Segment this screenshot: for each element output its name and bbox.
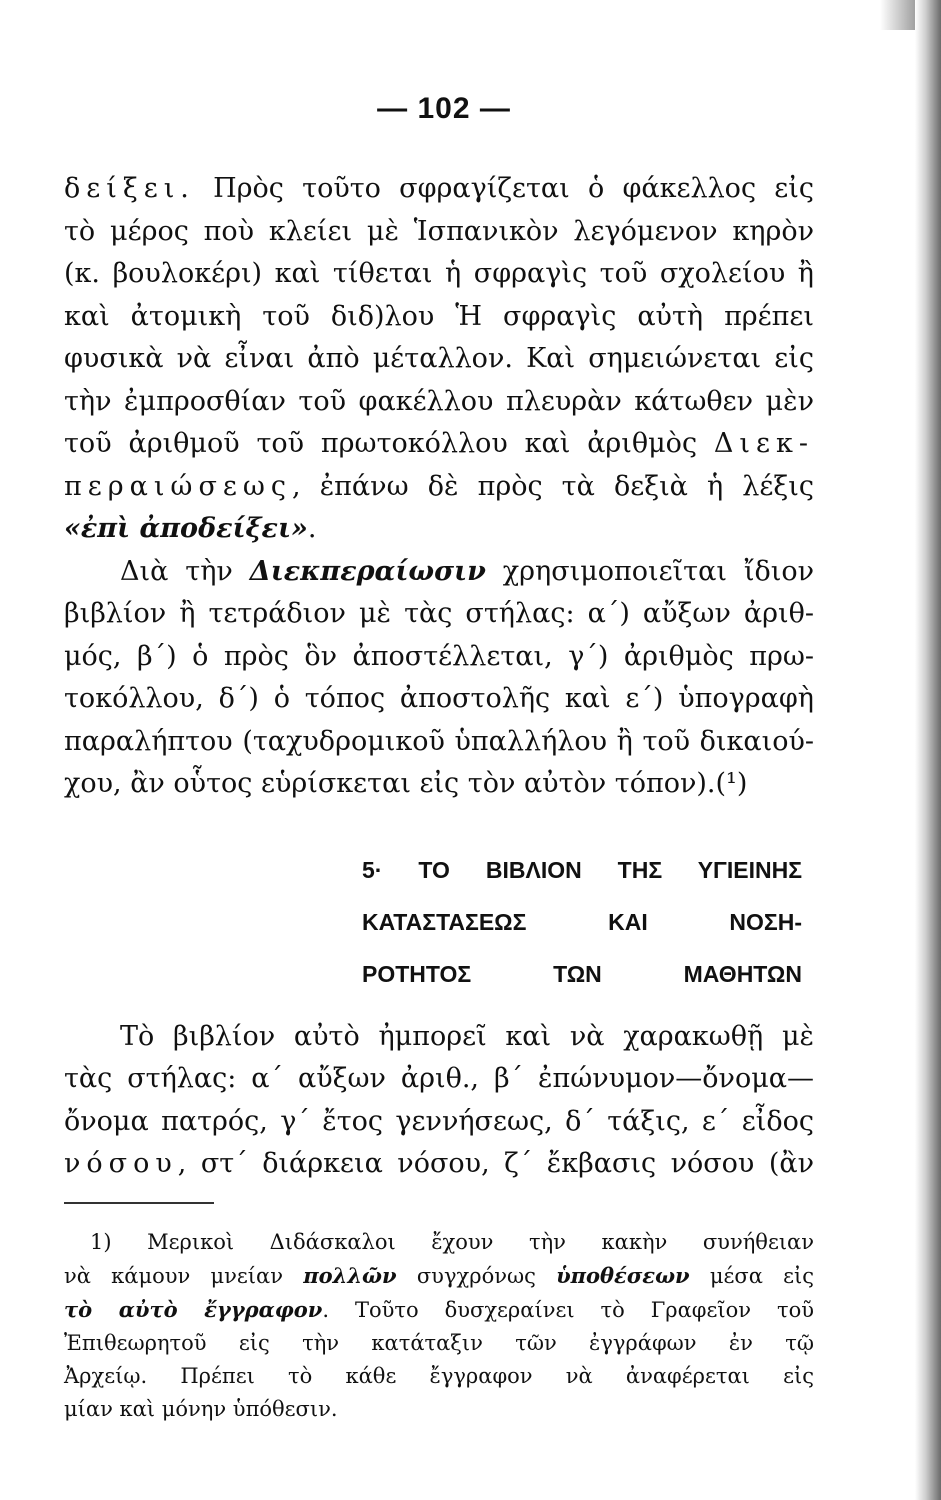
text-line: τὰς στήλας: α΄ αὔξων ἀριθ., β΄ ἐπώνυμον—ὄνομα— [64,1063,814,1094]
paragraph-1 [64,168,814,551]
text-line: ὄνομα πατρός, γ΄ ἔτος γεννήσεως, δ΄ τάξις, ε΄ εἶδος [64,1105,814,1137]
text-line: «ἐπὶ ἀποδείξει». [64,513,317,544]
page-number: — 102 — [377,92,511,125]
text-line: δείξει. Πρὸς τοῦτο σφραγίζεται ὁ φάκελλος εἰς [64,173,814,204]
footnote-line: Ἐπιθεωρητοῦ εἰς τὴν κατάταξιν τῶν ἐγγράφων ἐν τῷ [64,1330,814,1355]
footnote-line: τὸ αὐτὸ ἔγγραφον. Τοῦτο δυσχεραίνει τὸ Γραφεῖον τοῦ [64,1296,814,1322]
emphasis-text: τὸ αὐτὸ ἔγγραφον [64,1296,323,1322]
text-line: φυσικὰ νὰ εἶναι ἀπὸ μέταλλον. Καὶ σημειώνεται εἰς [64,343,814,374]
footnote [64,1226,814,1426]
emphasis-text: ὑποθέσεων [556,1262,690,1288]
book-page [64,92,814,1426]
text-line: περαιώσεως, ἐπάνω δὲ πρὸς τὰ δεξιὰ ἡ λέξις [64,470,814,502]
text-line: νόσου, στ΄ διάρκεια νόσου, ζ΄ ἔκβασις νόσου (ἂν [64,1148,814,1179]
text-line: Διὰ τὴν Διεκπεραίωσιν χρησιμοποιεῖται ἴδιον [120,555,814,587]
text-line: Τὸ βιβλίον αὐτὸ ἠμπορεῖ καὶ νὰ χαρακωθῇ μὲ [120,1020,814,1052]
text-line: καὶ ἀτομικὴ τοῦ διδ)λου Ἡ σφραγὶς αὐτὴ πρέπει [64,300,814,332]
paragraph-3 [64,1016,814,1186]
text-line: τοῦ ἀριθμοῦ τοῦ πρωτοκόλλου καὶ ἀριθμὸς Διεκ- [64,428,814,459]
section-heading [362,844,802,1000]
text-line: τοκόλλου, δ΄) ὁ τόπος ἀποστολῆς καὶ ε΄) ὑπογραφὴ [64,683,814,714]
text-line: (κ. βουλοκέρι) καὶ τίθεται ἡ σφραγὶς τοῦ σχολείου ἢ [64,258,814,289]
footnote-line: 1) Μερικοὶ Διδάσκαλοι ἔχουν τὴν κακὴν συνήθειαν [90,1229,814,1254]
text-line: τὴν ἐμπροσθίαν τοῦ φακέλλου πλευρὰν κάτωθεν μὲν [64,385,814,417]
text-line: τὸ μέρος ποὺ κλείει μὲ Ἱσπανικὸν λεγόμενον κηρὸν [64,215,814,247]
text-line: μός, β΄) ὁ πρὸς ὃν ἀποστέλλεται, γ΄) ἀριθμὸς πρω- [64,640,814,672]
emphasis-text: πολλῶν [303,1262,397,1288]
footnote-line: μίαν καὶ μόνην ὑπόθεσιν. [64,1396,338,1421]
text-line: βιβλίον ἢ τετράδιον μὲ τὰς στήλας: α΄) αὔξων ἀριθ- [64,598,814,629]
heading-line: ΚΑΤΑΣΤΑΣΕΩΣ ΚΑΙ ΝΟΣΗ- [362,908,802,935]
text-line: χου, ἂν οὗτος εὑρίσκεται εἰς τὸν αὐτὸν τόπον).(¹) [64,768,748,799]
footnote-line: Ἀρχείῳ. Πρέπει τὸ κάθε ἔγγραφον νὰ ἀναφέρεται εἰς [64,1363,814,1388]
heading-line: ΡΟΤΗΤΟΣ ΤΩΝ ΜΑΘΗΤΩΝ [362,960,802,987]
text-line: παραλήπτου (ταχυδρομικοῦ ὑπαλλήλου ἢ τοῦ δικαιού- [64,725,814,757]
emphasis-text: Διεκπεραίωσιν [249,555,486,587]
heading-line: 5· ΤΟ ΒΙΒΛΙΟΝ ΤΗΣ ΥΓΙΕΙΝΗΣ [362,856,802,883]
page-edge-shadow [915,0,941,1500]
emphasis-text: «ἐπὶ ἀποδείξει» [64,513,308,544]
paragraph-2 [64,551,814,806]
footnote-divider [64,1202,214,1204]
footnote-line: νὰ κάμουν μνείαν πολλῶν συγχρόνως ὑποθέσεων μέσα εἰς [64,1262,814,1288]
